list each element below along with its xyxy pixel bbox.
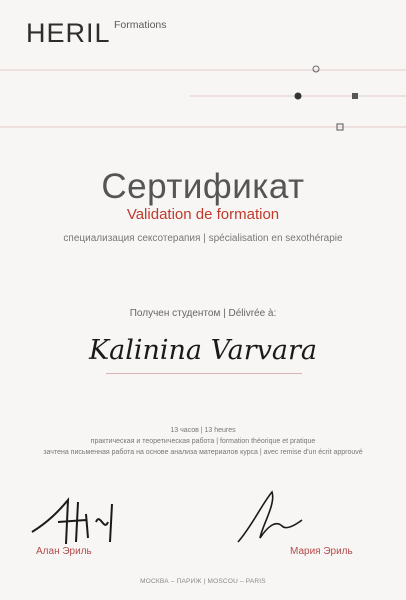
details-format: практическая и теоретическая работа | formation théorique et pratique: [90, 438, 316, 445]
received-label: Получен студентом | Délivrée à:: [129, 308, 277, 319]
details-written-work: зачтена письменная работа на основе анализа материалов курса | avec remise d'un écrit approuvé: [43, 449, 363, 456]
certificate-title: Сертификат: [101, 167, 305, 206]
heril-logo: HERIL: [26, 18, 111, 48]
cities-footer: МОСКВА – ПАРИЖ | MOSCOU – PARIS: [140, 578, 266, 585]
name-underline: [106, 373, 302, 374]
logo-subtitle: Formations: [114, 19, 167, 31]
deco-square: [352, 93, 358, 99]
details-hours: 13 часов | 13 heures: [170, 427, 236, 434]
course-details: [0, 425, 406, 458]
right-signer-name: Мария Эриль: [290, 546, 353, 557]
right-signature: [232, 486, 322, 548]
deco-circle-outline: [313, 66, 319, 72]
recipient-name: Kalinina Varvara: [88, 335, 317, 366]
certificate-subtitle: Validation de formation: [126, 206, 280, 223]
deco-dot: [295, 93, 302, 100]
left-signer-name: Алан Эриль: [36, 546, 92, 557]
left-signature: [28, 492, 138, 552]
specialization-text: специализация сексотерапия | spécialisation en sexothérapie: [63, 233, 343, 244]
